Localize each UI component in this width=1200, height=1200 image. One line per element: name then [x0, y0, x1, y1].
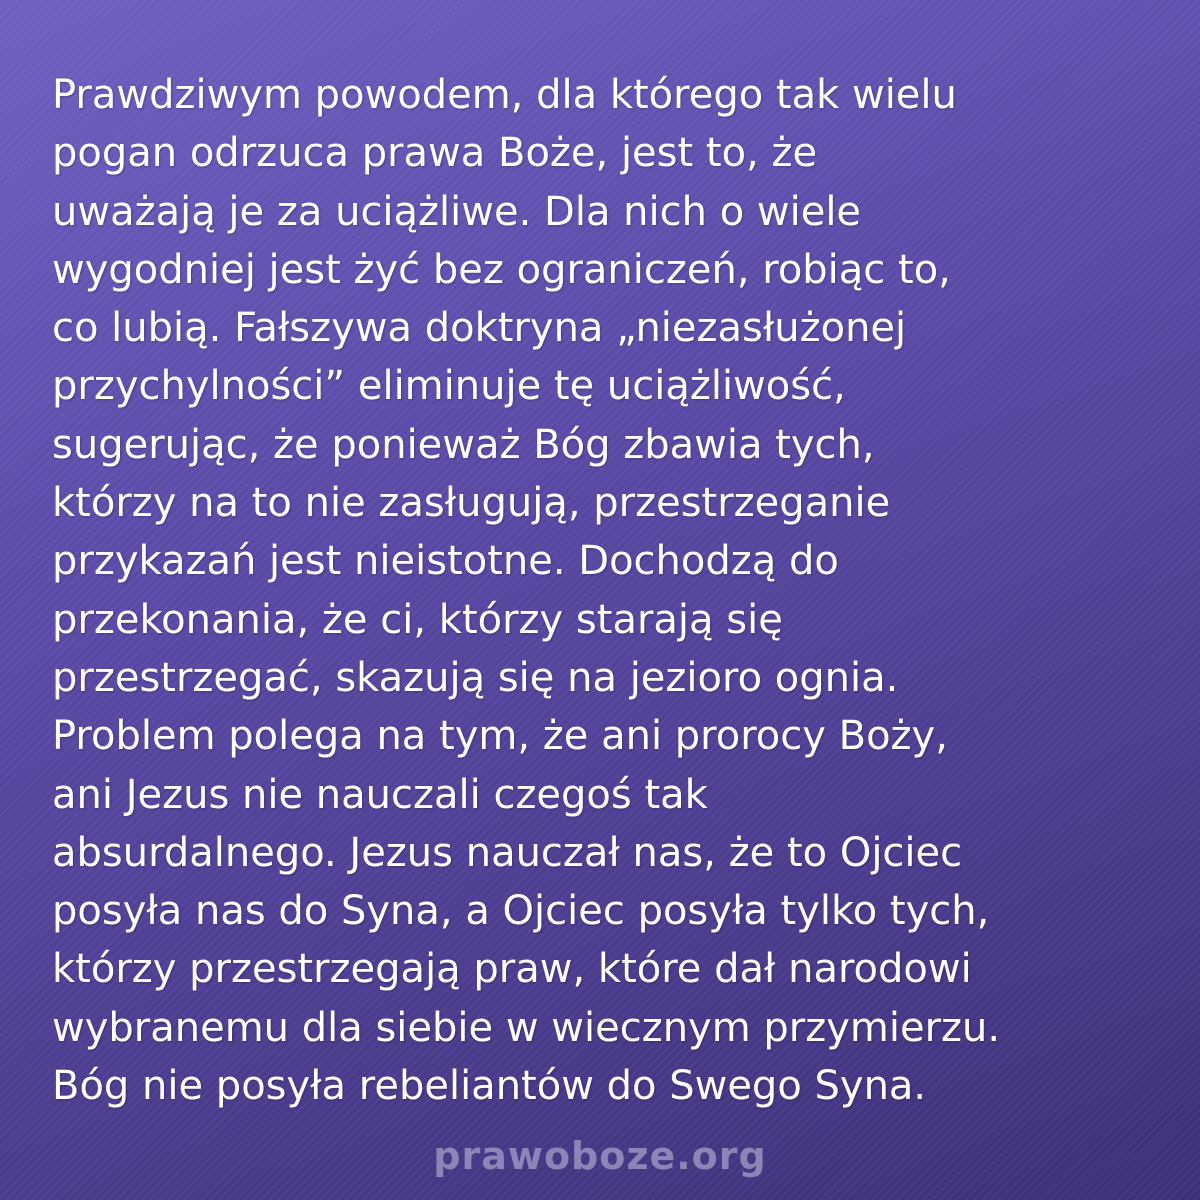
quote-line: pogan odrzuca prawa Boże, jest to, że [52, 130, 818, 177]
quote-line: uważają je za uciążliwe. Dla nich o wiele [52, 188, 862, 235]
quote-line: przekonania, że ci, którzy starają się [52, 596, 783, 643]
quote-line: Bóg nie posyła rebeliantów do Swego Syna. [52, 1063, 927, 1110]
quote-line: którzy na to nie zasługują, przestrzeganie [52, 480, 891, 527]
quote-line: przykazań jest nieistotne. Dochodzą do [52, 538, 839, 585]
quote-line: którzy przestrzegają praw, które dał narodowi [52, 946, 972, 993]
quote-text [52, 66, 1162, 1115]
quote-line: posyła nas do Syna, a Ojciec posyła tylko tych, [52, 888, 990, 935]
quote-line: ani Jezus nie nauczali czegoś tak [52, 771, 708, 818]
quote-line: przestrzegać, skazują się na jezioro ognia. [52, 654, 899, 701]
site-watermark: prawoboze.org [433, 1134, 767, 1178]
quote-line: sugerując, że ponieważ Bóg zbawia tych, [52, 421, 875, 468]
quote-line: wybranemu dla siebie w wiecznym przymierzu. [52, 1004, 1001, 1051]
quote-line: absurdalnego. Jezus nauczał nas, że to Ojciec [52, 829, 963, 876]
quote-line: wygodniej jest żyć bez ograniczeń, robiąc to, [52, 246, 951, 293]
quote-line: co lubią. Fałszywa doktryna „niezasłużonej [52, 305, 907, 352]
quote-line: przychylności” eliminuje tę uciążliwość, [52, 363, 846, 410]
quote-line: Problem polega na tym, że ani prorocy Boży, [52, 713, 948, 760]
quote-line: Prawdziwym powodem, dla którego tak wielu [52, 72, 957, 118]
